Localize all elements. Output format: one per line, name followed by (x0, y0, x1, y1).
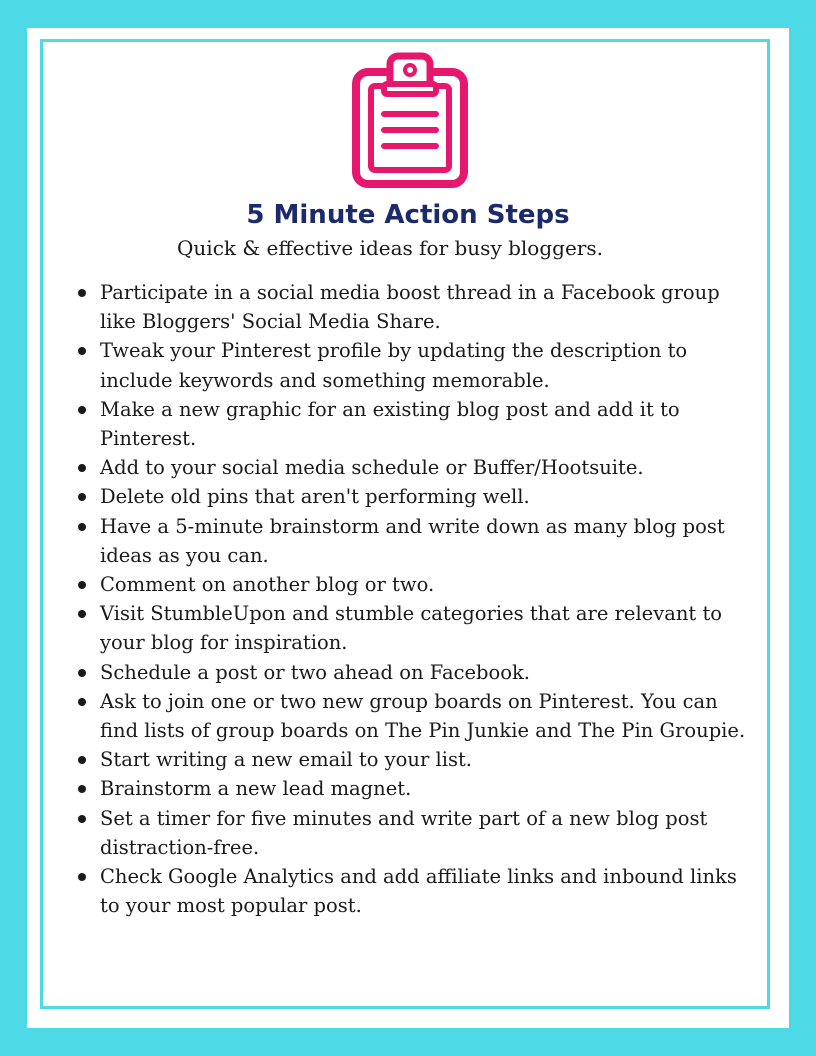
list-item-text: Brainstorm a new lead magnet. (100, 777, 412, 801)
bullet-icon (78, 289, 86, 297)
list-item-text: Ask to join one or two new group boards on Pinterest. You can find lists of group boards on The Pin Junkie and The Pin Groupie. (100, 689, 746, 743)
bullet-icon (78, 406, 86, 414)
bullet-icon (78, 756, 86, 764)
list-item (77, 599, 757, 657)
list-item (77, 774, 757, 803)
bullet-icon (78, 347, 86, 355)
bullet-icon (78, 669, 86, 677)
list-item-text: Have a 5-minute brainstorm and write down as many blog post ideas as you can. (100, 514, 725, 567)
list-item-text: Comment on another blog or two. (100, 573, 435, 597)
bullet-icon (78, 815, 86, 823)
bullet-icon (78, 610, 86, 618)
action-steps-list (77, 278, 757, 920)
list-item (77, 453, 757, 482)
bullet-icon (78, 464, 86, 472)
list-item (77, 278, 757, 336)
list-item-text: Add to your social media schedule or Buffer/Hootsuite. (100, 456, 644, 480)
list-item-text: Delete old pins that aren't performing well. (100, 485, 530, 509)
document-card (27, 28, 789, 1028)
list-item-text: Check Google Analytics and add affiliate links and inbound links to your most popular post. (100, 865, 737, 918)
list-item (77, 482, 757, 511)
page-title: 5 Minute Action Steps (246, 200, 570, 230)
bullet-icon (78, 873, 86, 881)
list-item-text: Visit StumbleUpon and stumble categories that are relevant to your blog for inspiration. (100, 602, 723, 655)
list-item (77, 395, 757, 453)
list-item (77, 745, 757, 774)
bullet-icon (78, 493, 86, 501)
list-item-text: Participate in a social media boost thread in a Facebook group like Bloggers' Social Media Share. (100, 281, 720, 334)
list-item (77, 658, 757, 687)
list-item (77, 512, 757, 570)
list-item (77, 570, 757, 599)
list-item (77, 687, 757, 745)
clipboard-icon (352, 50, 468, 190)
list-item-text: Schedule a post or two ahead on Facebook. (100, 660, 531, 684)
bullet-icon (78, 785, 86, 793)
list-item-text: Start writing a new email to your list. (100, 748, 473, 772)
list-item (77, 862, 757, 920)
list-item-text: Make a new graphic for an existing blog post and add it to Pinterest. (100, 397, 680, 451)
list-item (77, 804, 757, 862)
page-subtitle: Quick & effective ideas for busy bloggers. (177, 236, 603, 260)
bullet-icon (78, 698, 86, 706)
list-item-text: Set a timer for five minutes and write part of a new blog post distraction-free. (100, 806, 708, 859)
bullet-icon (78, 581, 86, 589)
bullet-icon (78, 523, 86, 531)
list-item-text: Tweak your Pinterest profile by updating the description to include keywords and something memorable. (100, 339, 688, 392)
list-item (77, 336, 757, 394)
